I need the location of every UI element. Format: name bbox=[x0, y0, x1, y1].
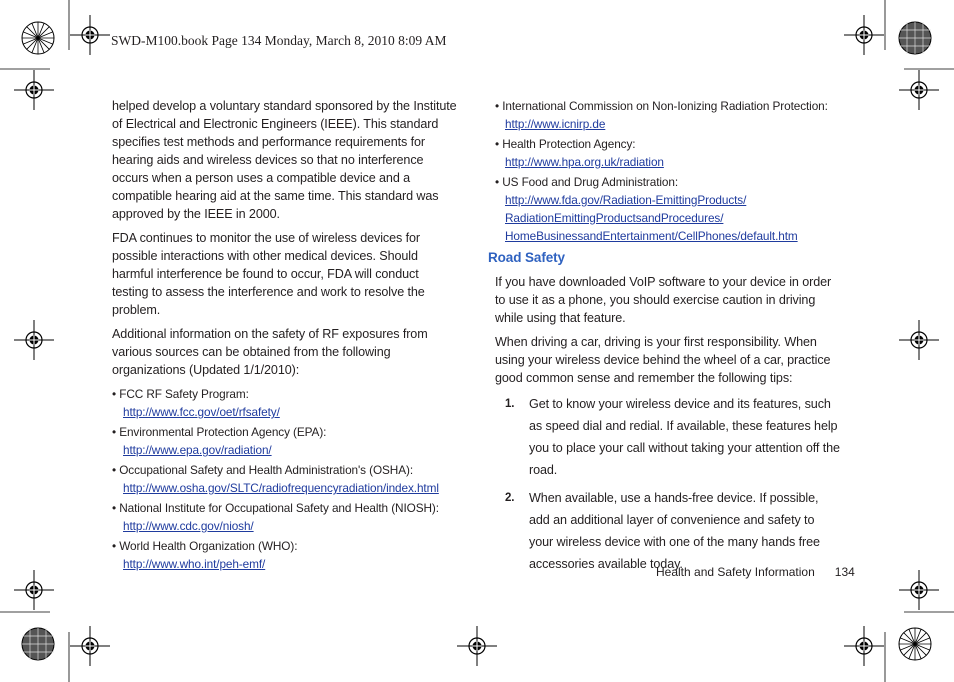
resource-link[interactable]: http://www.who.int/peh-emf/ bbox=[123, 557, 266, 571]
resource-item-epa bbox=[112, 423, 458, 459]
resource-item-hpa bbox=[495, 135, 840, 171]
resource-label: • Occupational Safety and Health Administration's (OSHA): bbox=[112, 463, 413, 477]
resource-link[interactable]: RadiationEmittingProductsandProcedures/ bbox=[505, 211, 724, 225]
resource-label: • International Commission on Non-Ionizing Radiation Protection: bbox=[495, 99, 828, 113]
resource-link[interactable]: http://www.epa.gov/radiation/ bbox=[123, 443, 272, 457]
resource-link[interactable]: HomeBusinessandEntertainment/CellPhones/default.htm bbox=[505, 229, 798, 243]
resource-link[interactable]: http://www.fda.gov/Radiation-EmittingProducts/ bbox=[505, 193, 747, 207]
resource-item-who bbox=[112, 537, 458, 573]
resource-label: • National Institute for Occupational Safety and Health (NIOSH): bbox=[112, 501, 439, 515]
resource-label: • US Food and Drug Administration: bbox=[495, 175, 679, 189]
right-column bbox=[488, 97, 840, 581]
step-text: When available, use a hands-free device. If possible, add an additional layer of convenience and safety to your wireless device with one of the many hands free accessories available today. bbox=[529, 491, 820, 571]
resource-item-fcc bbox=[112, 385, 458, 421]
resource-link[interactable]: http://www.cdc.gov/niosh/ bbox=[123, 519, 254, 533]
resource-link[interactable]: http://www.osha.gov/SLTC/radiofrequencyradiation/index.html bbox=[123, 481, 439, 495]
page-number: 134 bbox=[834, 565, 855, 579]
resource-item-niosh bbox=[112, 499, 458, 535]
resource-item-fda bbox=[495, 173, 840, 245]
resource-link[interactable]: http://www.hpa.org.uk/radiation bbox=[505, 155, 664, 169]
paragraph: Additional information on the safety of RF exposures from various sources can be obtained from the following organizations (Updated 1/1/2010): bbox=[112, 327, 428, 377]
book-header: SWD-M100.book Page 134 Monday, March 8, 2010 8:09 AM bbox=[111, 33, 447, 48]
resource-link[interactable]: http://www.icnirp.de bbox=[505, 117, 606, 131]
paragraph: helped develop a voluntary standard sponsored by the Institute of Electrical and Electronic Engineers (IEEE). This standard specifies test methods and performance requirements for hearing aids and wireless devices so that no interference occurs when a person uses a compatible device and a compatible hearing aid at the same time. This standard was approved by the IEEE in 2000. bbox=[112, 99, 457, 221]
resource-item-icnirp bbox=[495, 97, 840, 133]
numbered-step bbox=[495, 487, 840, 575]
resource-label: • FCC RF Safety Program: bbox=[112, 387, 249, 401]
step-number: 1. bbox=[505, 398, 515, 410]
section-title: Road Safety bbox=[488, 250, 565, 265]
resource-label: • Health Protection Agency: bbox=[495, 137, 636, 151]
paragraph: If you have downloaded VoIP software to your device in order to use it as a phone, you should exercise caution in driving while using that feature. bbox=[495, 275, 832, 325]
paragraph: When driving a car, driving is your first responsibility. When using your wireless device behind the wheel of a car, practice good common sense and remember the following tips: bbox=[495, 335, 831, 385]
left-column bbox=[112, 97, 458, 575]
resource-link[interactable]: http://www.fcc.gov/oet/rfsafety/ bbox=[123, 405, 280, 419]
numbered-step bbox=[495, 393, 840, 481]
page-footer bbox=[656, 565, 855, 579]
resource-item-osha bbox=[112, 461, 458, 497]
step-text: Get to know your wireless device and its features, such as speed dial and redial. If available, these features help you to place your call without taking your attention off the road. bbox=[529, 397, 840, 477]
paragraph: FDA continues to monitor the use of wireless devices for possible interactions with other medical devices. Should harmful interference be found to occur, FDA will conduct testing to assess the interference and work to resolve the problem. bbox=[112, 231, 425, 317]
resource-label: • Environmental Protection Agency (EPA): bbox=[112, 425, 327, 439]
step-number: 2. bbox=[505, 492, 515, 504]
resource-label: • World Health Organization (WHO): bbox=[112, 539, 298, 553]
footer-section: Health and Safety Information bbox=[656, 565, 815, 579]
